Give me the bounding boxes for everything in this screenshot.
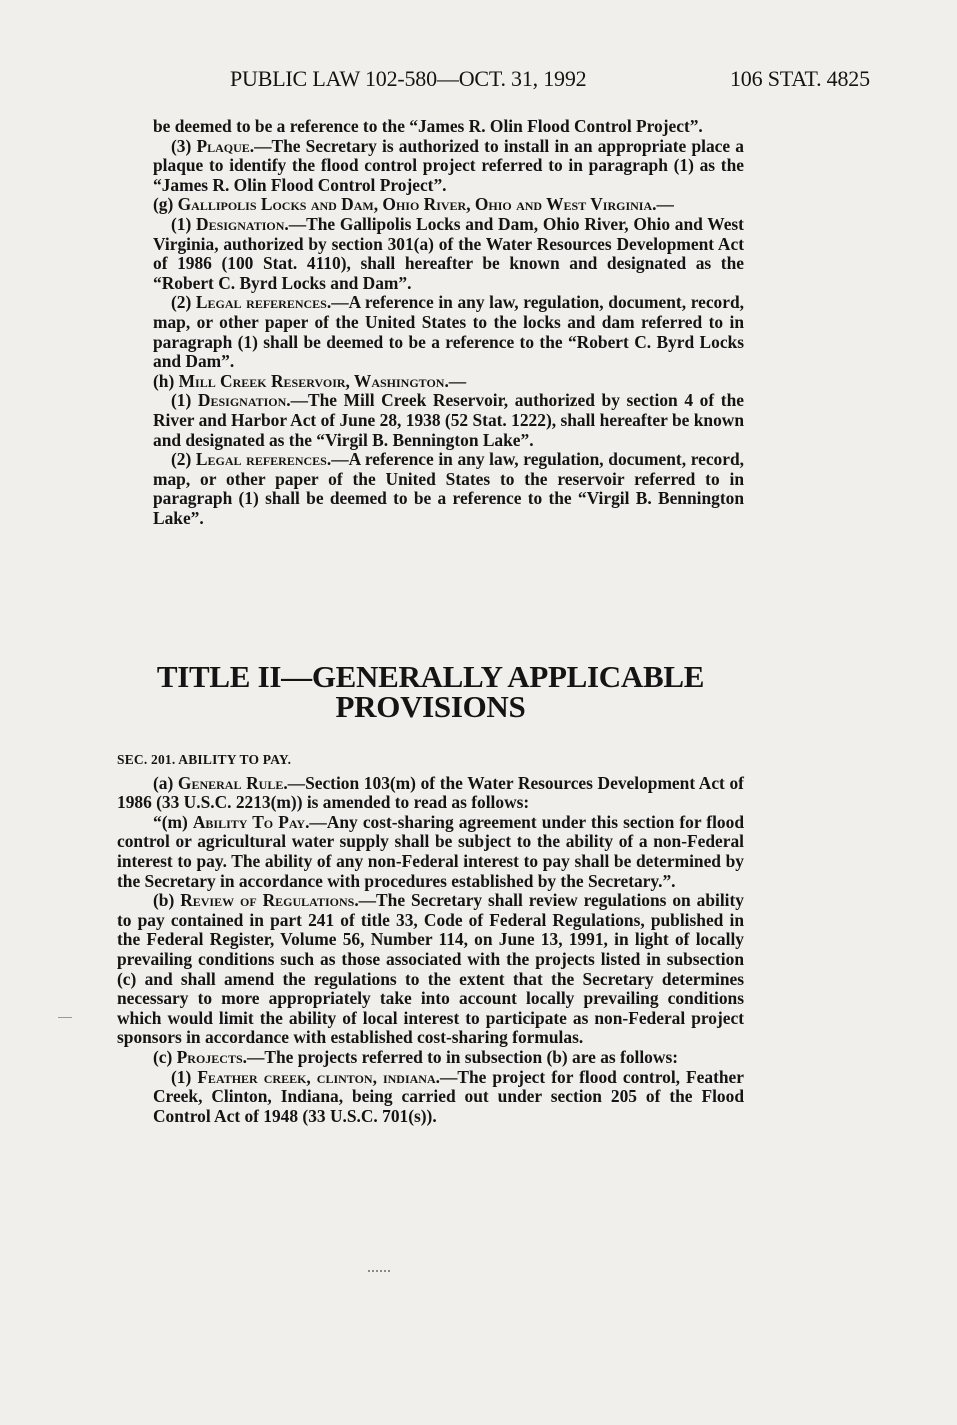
para-text: .—The Secretary is authorized to install in an appropriate place a plaque to identify the flood control project referred to in paragraph (1) as the “James R. Olin Flood Control Project”. [153, 135, 744, 195]
para-heading: Designation [196, 213, 285, 234]
paragraph-c1 [117, 1068, 744, 1127]
para-number: (2) [171, 449, 196, 470]
body-text-lower [117, 750, 744, 1126]
body-text-upper [117, 117, 744, 528]
subsection-a [117, 774, 744, 813]
para-text: .—The Mill Creek Reservoir, authorized by section 4 of the River and Harbor Act of June 28, 1938 (52 Stat. 1222), shall hereafter be known and designated as the “Virgil B. Bennington Lake”. [153, 390, 744, 450]
title-line-2: PROVISIONS [335, 689, 526, 724]
para-number: (3) [171, 135, 197, 156]
paragraph-g2 [117, 293, 744, 371]
margin-mark [58, 1017, 72, 1018]
paragraph-h1 [117, 391, 744, 450]
para-heading: Legal references [195, 449, 327, 470]
continuation-text: be deemed to be a reference to the “James R. Olin Flood Control Project”. [153, 116, 703, 136]
para-text: .—A reference in any law, regulation, document, record, map, or other paper of the United States to the reservoir referred to in paragraph (1) shall be deemed to be a reference to the “Virgil B. Bennington Lake”. [153, 449, 744, 528]
section-heading: SEC. 201. ABILITY TO PAY. [117, 752, 292, 767]
subsection-b [117, 891, 744, 1048]
subsection-heading: General Rule [177, 772, 284, 793]
running-header [0, 66, 957, 96]
subsection-text: .—Section 103(m) of the Water Resources Development Act of 1986 (33 U.S.C. 2213(m)) is amended to read as follows: [117, 772, 744, 813]
subsection-heading: Projects [176, 1046, 243, 1067]
heading-dash: .— [444, 370, 467, 391]
paragraph-g1 [117, 215, 744, 293]
subsection-heading: Review of Regulations [180, 890, 355, 911]
paragraph-plaque [117, 137, 744, 196]
para-text: .—A reference in any law, regulation, document, record, map, or other paper of the United States to the locks and dam referred to in paragraph (1) shall be deemed to be a reference to the “Robert C. Byrd Locks and Dam”. [153, 292, 744, 372]
subsection-label: (a) [153, 772, 178, 793]
title-line-1: TITLE II—GENERALLY APPLICABLE [156, 659, 705, 694]
subsection-c [117, 1048, 744, 1068]
para-number: (2) [171, 292, 196, 313]
subsection-g-heading [117, 195, 744, 215]
page-reference: 106 STAT. 4825 [730, 66, 870, 91]
para-heading: Legal references [195, 292, 327, 313]
para-text: .—The Gallipolis Locks and Dam, Ohio River, Ohio and West Virginia, authorized by section 301(a) of the Water Resources Development Act of 1986 (100 Stat. 4110), shall hereafter be known and designated as the “Robert C. Byrd Locks and Dam”. [153, 213, 744, 293]
para-number: (1) [171, 213, 197, 234]
heading-dash: .— [652, 194, 674, 215]
subsection-heading: Mill Creek Reservoir, Washington [178, 370, 445, 391]
subsection-label: (g) [153, 194, 178, 215]
subsection-text: .—The projects referred to in subsection (b) are as follows: [242, 1046, 679, 1067]
subsection-label: (b) [153, 890, 181, 911]
amended-subsection-m [117, 813, 744, 891]
para-heading: Plaque [196, 135, 250, 156]
subsection-label: “(m) [153, 811, 193, 832]
subsection-heading: Gallipolis Locks and Dam, Ohio River, Ohio and West Virginia [177, 194, 653, 215]
para-heading: Designation [197, 390, 287, 411]
running-head: PUBLIC LAW 102-580—OCT. 31, 1992 [230, 66, 587, 91]
page-end-mark [368, 1270, 390, 1274]
subsection-h-heading [117, 372, 744, 392]
paragraph-continuation [117, 117, 744, 137]
subsection-heading: Ability To Pay [192, 811, 306, 832]
subsection-text: .—Any cost-sharing agreement under this section for flood control or agricultural water supply shall be subject to the ability of a non-Federal interest to pay. The ability of any non-Federal interest to pay shall be determined by the Secretary in accordance with procedures established by the Secretary.”. [117, 811, 744, 891]
subsection-label: (h) [153, 370, 179, 391]
para-number: (1) [171, 390, 198, 411]
paragraph-h2 [117, 450, 744, 528]
subsection-text: .—The Secretary shall review regulations on ability to pay contained in part 241 of title 33, Code of Federal Regulations, published in the Federal Register, Volume 56, Number 114, on June 13, 1991, in light of locally prevailing conditions such as those associated with the projects listed in subsection (c) and shall amend the regulations to the extent that the Secretary determines necessary to more appropriately take into account locally prevailing conditions which would limit the ability of local interest to participate as non-Federal project sponsors in accordance with established cost-sharing formulas. [117, 890, 744, 1048]
para-text: .—The project for flood control, Feather Creek, Clinton, Indiana, being carried out under section 205 of the Flood Control Act of 1948 (33 U.S.C. 701(s)). [153, 1066, 744, 1126]
title-heading [117, 659, 744, 724]
subsection-label: (c) [153, 1046, 177, 1067]
para-number: (1) [171, 1066, 198, 1087]
para-heading: Feather creek, clinton, indiana [197, 1066, 436, 1087]
